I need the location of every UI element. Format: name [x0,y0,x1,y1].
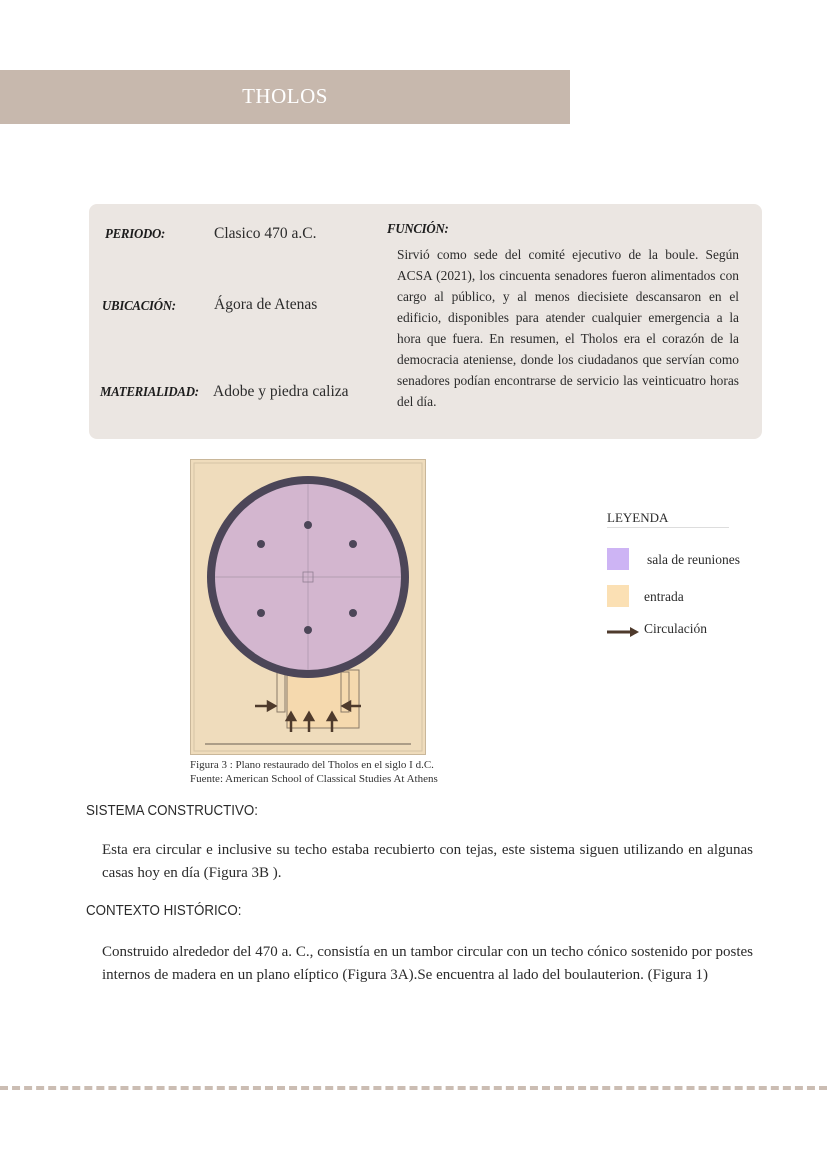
column-6 [257,540,265,548]
periodo-value: Clasico 470 a.C. [214,225,317,242]
legend-title: LEYENDA [607,510,669,525]
sistema-constructivo-text: Esta era circular e inclusive su techo estaba recubierto con tejas, este sistema siguen utilizando en algunas casas hoy en día (Figura 3B ). [102,842,753,881]
funcion-label: FUNCIÓN: [387,222,449,237]
column-3 [349,609,357,617]
column-1 [304,521,312,529]
materialidad-value: Adobe y piedra caliza [213,383,349,400]
periodo-label: PERIODO: [105,227,166,242]
caption-line-2: Fuente: American School of Classical Studies At Athens [190,773,438,785]
figure-caption [190,758,438,786]
arrow-right-icon [605,624,641,640]
legend-label-entrance: entrada [644,589,684,604]
column-2 [349,540,357,548]
ubicacion-value: Ágora de Atenas [214,296,318,313]
arrow-left-head [268,702,275,710]
caption-line-1: Figura 3 : Plano restaurado del Tholos en el siglo I d.C. [190,759,434,771]
legend-divider [607,527,729,528]
page-title: THOLOS [242,84,328,108]
sistema-constructivo-heading: SISTEMA CONSTRUCTIVO: [86,803,258,819]
funcion-text: Sirvió como sede del comité ejecutivo de la boule. Según ACSA (2021), los cincuenta senadores fueron alimentados con cargo al público, y al menos diecisiete descansaron en el edificio, disponibles para atender cualquier emergencia a la hora que fuera. En resumen, el Tholos era el corazón de la democracia ateniense, donde los ciudadanos que servían como senadores podían encontrarse de servicio las veinticuatro horas del día. [397,247,739,409]
legend-swatch-meeting-hall [607,548,629,570]
column-5 [257,609,265,617]
title-band [0,70,570,124]
column-4 [304,626,312,634]
materialidad-label: MATERIALIDAD: [100,385,199,400]
tholos-plan-figure [190,459,426,755]
footer-dashed-divider [0,1086,827,1090]
tholos-plan-drawing [191,460,425,754]
contexto-historico-heading: CONTEXTO HISTÓRICO: [86,903,242,919]
legend-swatch-entrance [607,585,629,607]
legend-label-meeting-hall: sala de reuniones [647,552,740,567]
contexto-historico-text: Construido alrededor del 470 a. C., consistía en un tambor circular con un techo cónico sostenido por postes internos de madera en un plano elíptico (Figura 3A).Se encuentra al lado del boulauterion. (Figura 1) [102,944,753,983]
ubicacion-label: UBICACIÓN: [102,299,176,314]
legend-label-circulation: Circulación [644,621,707,636]
entrance-area [287,670,359,728]
entrance-wall-left [277,672,285,712]
